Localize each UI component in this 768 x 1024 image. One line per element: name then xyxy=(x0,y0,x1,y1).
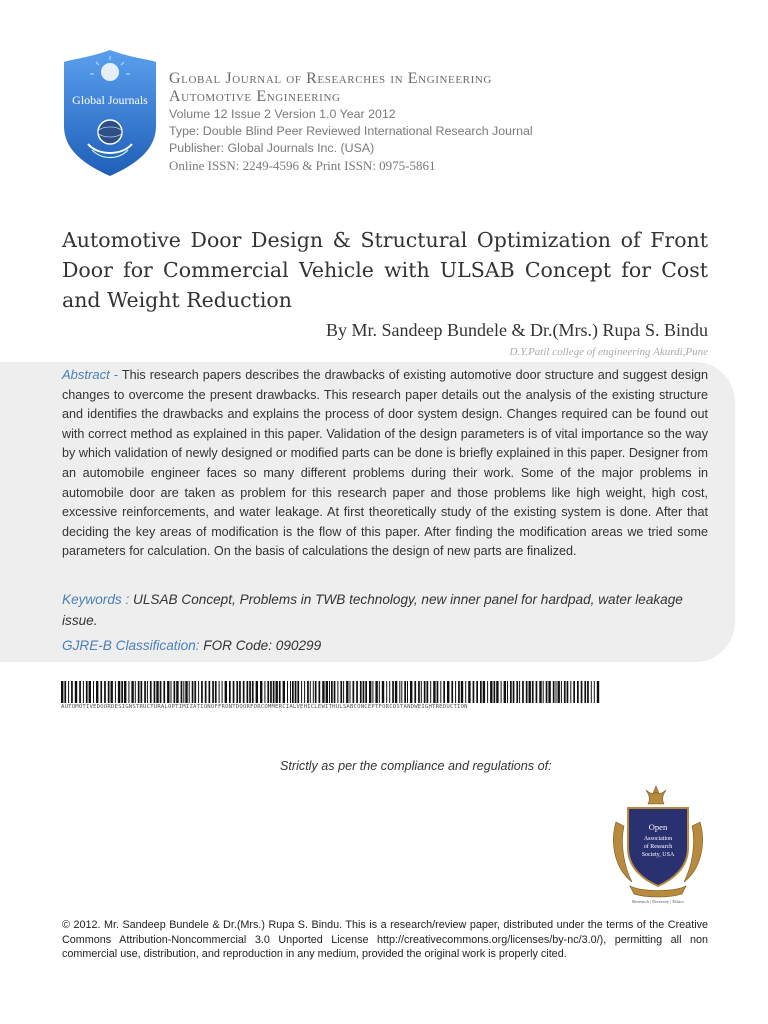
oa-line3: of Research xyxy=(643,844,673,850)
abstract-label: Abstract - xyxy=(62,367,119,382)
keywords xyxy=(62,589,708,631)
oa-line1: Open xyxy=(648,822,668,832)
author-affiliation: D.Y.Patil college of engineering Akurdi,Pune xyxy=(509,346,708,358)
journal-section: Automotive Engineering xyxy=(169,88,341,105)
keywords-label: Keywords : xyxy=(62,592,130,607)
barcode-text: AUTOMOTIVEDOORDESIGNSTRUCTURALOPTIMIZATIONOFFRONTDOORFORCOMMERCIALVEHICLEWITHULSABCONCEPTFORCOSTANDWEIGHTREDUCTION xyxy=(61,704,468,710)
logo-text: Global Journals xyxy=(72,93,148,107)
oa-motto: Research | Diversity | Ethics xyxy=(632,899,684,904)
paper-title: Automotive Door Design & Structural Optimization of Front Door for Commercial Vehicle with ULSAB Concept for Cost and Weight Reduction xyxy=(62,228,708,312)
abstract xyxy=(62,365,708,562)
global-journals-logo xyxy=(62,48,158,178)
copyright-notice: © 2012. Mr. Sandeep Bundele & Dr.(Mrs.) Rupa S. Bindu. This is a research/review paper, distributed under the terms of the Creative Commons Attribution-Noncommercial 3.0 Unported License http://creativecommons.org/licenses/by-nc/3.0/), permitting all non commercial use, distribution, and reproduction in any medium, provided the original work is properly cited. xyxy=(62,919,708,960)
compliance-text: Strictly as per the compliance and regulations of: xyxy=(280,759,552,773)
journal-volume: Volume 12 Issue 2 Version 1.0 Year 2012 xyxy=(169,107,396,121)
journal-name: Global Journal of Researches in Engineering xyxy=(169,70,492,87)
classification xyxy=(62,638,321,653)
journal-header xyxy=(169,70,729,174)
open-association-logo xyxy=(606,782,710,906)
classification-code: FOR Code: 090299 xyxy=(203,638,322,653)
paper-authors: By Mr. Sandeep Bundele & Dr.(Mrs.) Rupa S. Bindu xyxy=(326,320,708,340)
oa-line2: Association xyxy=(643,836,673,842)
barcode xyxy=(61,681,601,703)
keywords-text: ULSAB Concept, Problems in TWB technology, new inner panel for hardpad, water leakage issue. xyxy=(62,592,683,628)
journal-issn: Online ISSN: 2249-4596 & Print ISSN: 0975-5861 xyxy=(169,158,436,173)
oa-line4: Society, USA xyxy=(641,852,675,858)
journal-publisher: Publisher: Global Journals Inc. (USA) xyxy=(169,141,375,155)
journal-type: Type: Double Blind Peer Reviewed International Research Journal xyxy=(169,124,533,138)
abstract-text: This research papers describes the drawbacks of existing automotive door structure and suggest design changes to overcome the present drawbacks. This research paper details out the analysis of the existing structure and identifies the drawbacks and explains the process of door system design. Changes required can be found out with correct method as explained in this paper. Validation of the design parameters is of vital importance so the way by which validation of newly designed or modified parts can be done is briefly explained in this paper. Designer from an automobile engineer faces so many different problems during their work. Some of the major problems in automobile door are taken as problem for this research paper and those problems like high weight, high cost, excessive reinforcements, and water leakage. At first theoretically study of the existing system is done. After that deciding the key areas of modification is the flow of this paper. After finding the modification areas we tried some parameters for calculation. On the basis of calculations the design of new parts are finalized. xyxy=(62,368,708,559)
classification-label: GJRE-B Classification: xyxy=(62,638,200,653)
